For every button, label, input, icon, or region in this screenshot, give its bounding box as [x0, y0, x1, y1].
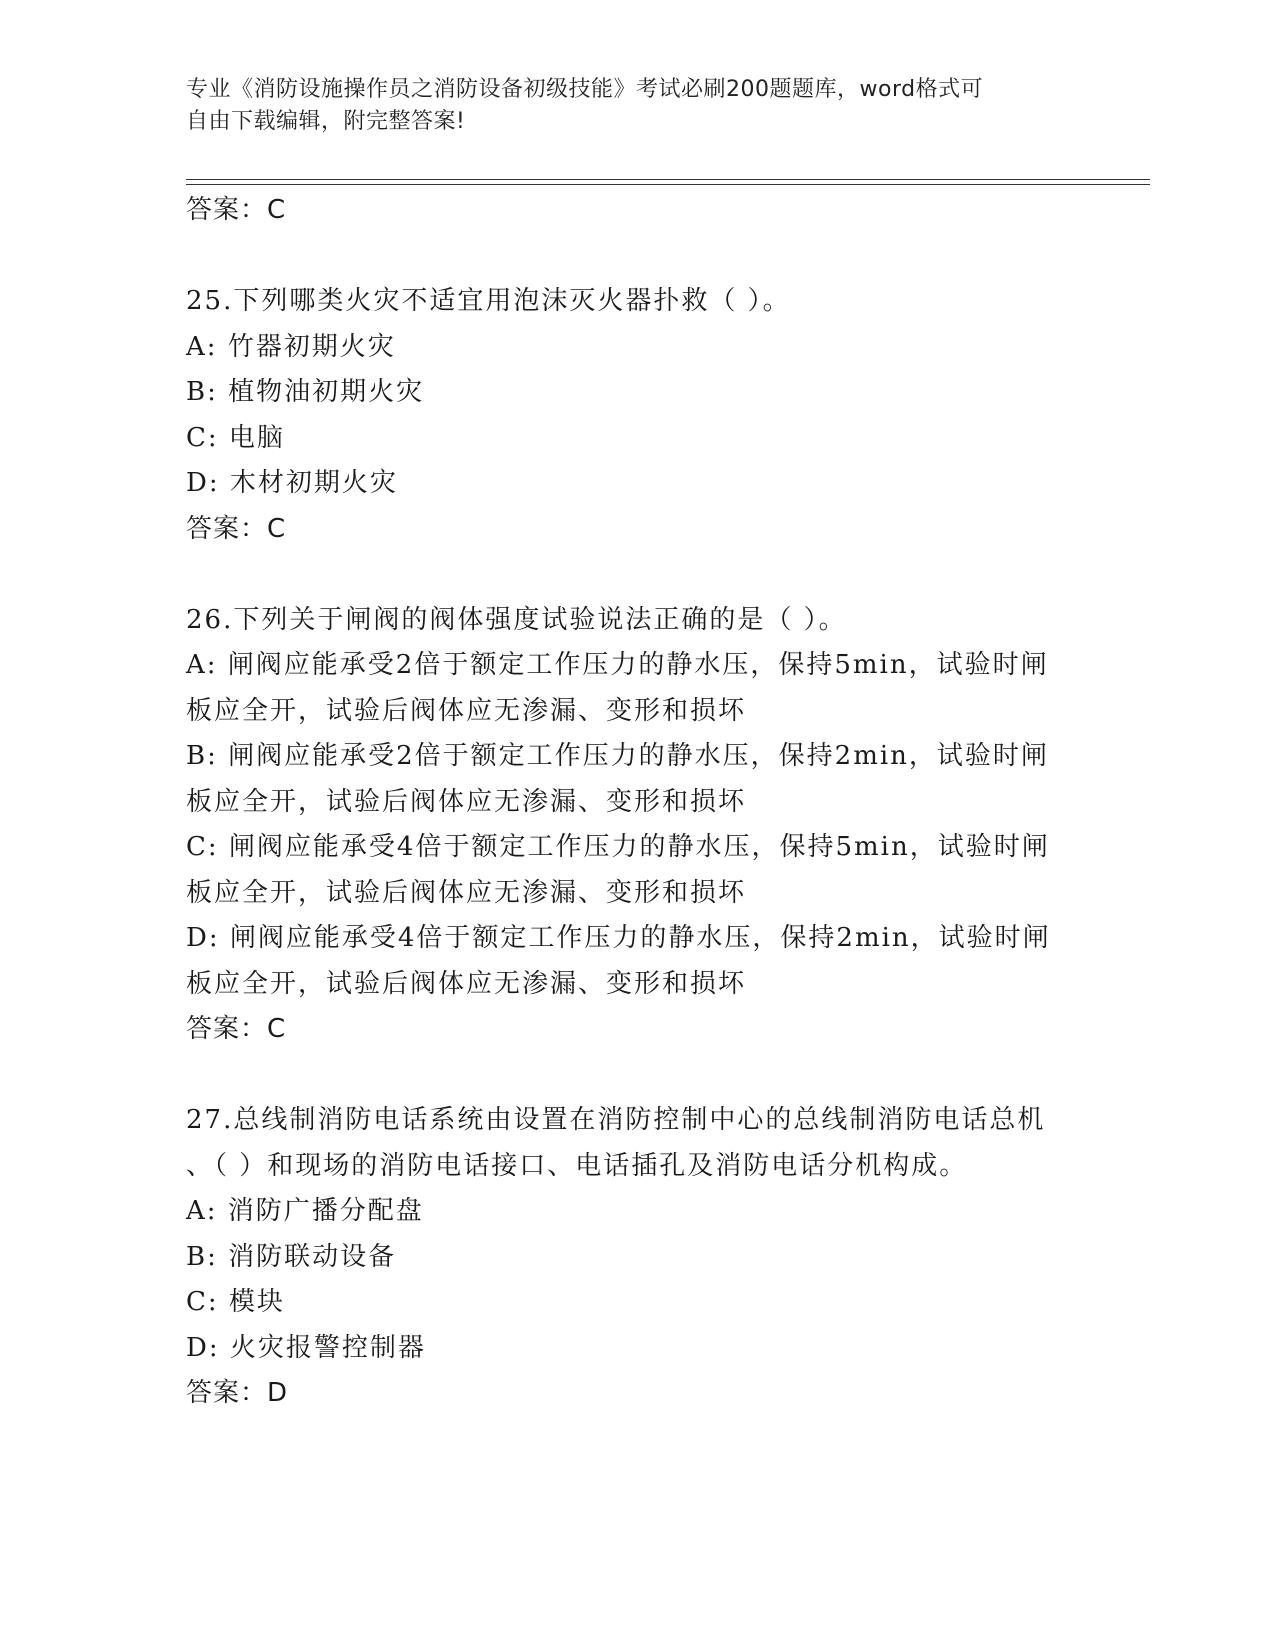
- option-a: A: 闸阀应能承受2倍于额定工作压力的静水压，保持5min，试验时闸: [186, 650, 1049, 680]
- option-a-continued: 板应全开，试验后阀体应无渗漏、变形和损坏: [186, 695, 747, 726]
- option-d: D: 闸阀应能承受4倍于额定工作压力的静水压，保持2min，试验时闸: [186, 923, 1051, 953]
- answer: 答案：C: [186, 1014, 287, 1044]
- previous-answer: 答案：C: [186, 195, 287, 225]
- option-c: C: 模块: [186, 1287, 285, 1317]
- header-divider-bottom: [186, 184, 1150, 185]
- option-b-continued: 板应全开，试验后阀体应无渗漏、变形和损坏: [186, 786, 747, 817]
- header-divider-top: [186, 179, 1150, 180]
- spacer: [186, 552, 1086, 598]
- question-stem: 26.下列关于闸阀的阀体强度试验说法正确的是（ ）。: [186, 604, 847, 635]
- header-line-2: 自由下载编辑，附完整答案!: [186, 109, 466, 134]
- spacer: [186, 1053, 1086, 1099]
- option-c: C: 闸阀应能承受4倍于额定工作压力的静水压，保持5min，试验时闸: [186, 832, 1050, 862]
- option-d-continued: 板应全开，试验后阀体应无渗漏、变形和损坏: [186, 968, 747, 999]
- question-stem: 27.总线制消防电话系统由设置在消防控制中心的总线制消防电话总机: [186, 1105, 1046, 1135]
- option-b: B: 闸阀应能承受2倍于额定工作压力的静水压，保持2min，试验时闸: [186, 741, 1049, 771]
- answer: 答案：C: [186, 513, 287, 544]
- question-stem: 25.下列哪类火灾不适宜用泡沫灭火器扑救（ ）。: [186, 286, 791, 316]
- questions-body: [186, 188, 1086, 1417]
- option-b: B: 消防联动设备: [186, 1241, 397, 1272]
- option-d: D: 木材初期火灾: [186, 468, 398, 498]
- question-27: [186, 1098, 1086, 1417]
- option-a: A: 消防广播分配盘: [186, 1196, 424, 1226]
- question-25: [186, 279, 1086, 552]
- option-a: A: 竹器初期火灾: [186, 331, 396, 362]
- spacer: [186, 234, 1086, 280]
- question-stem-continued: 、（ ）和现场的消防电话接口、电话插孔及消防电话分机构成。: [186, 1150, 968, 1181]
- question-26: [186, 598, 1086, 1053]
- document-header: [186, 74, 1066, 138]
- option-c-continued: 板应全开，试验后阀体应无渗漏、变形和损坏: [186, 877, 747, 908]
- option-d: D: 火灾报警控制器: [186, 1332, 426, 1363]
- option-c: C: 电脑: [186, 422, 285, 453]
- answer: 答案：D: [186, 1378, 289, 1408]
- header-line-1: 专业《消防设施操作员之消防设备初级技能》考试必刷200题题库，word格式可: [186, 77, 984, 102]
- option-b: B: 植物油初期火灾: [186, 377, 425, 407]
